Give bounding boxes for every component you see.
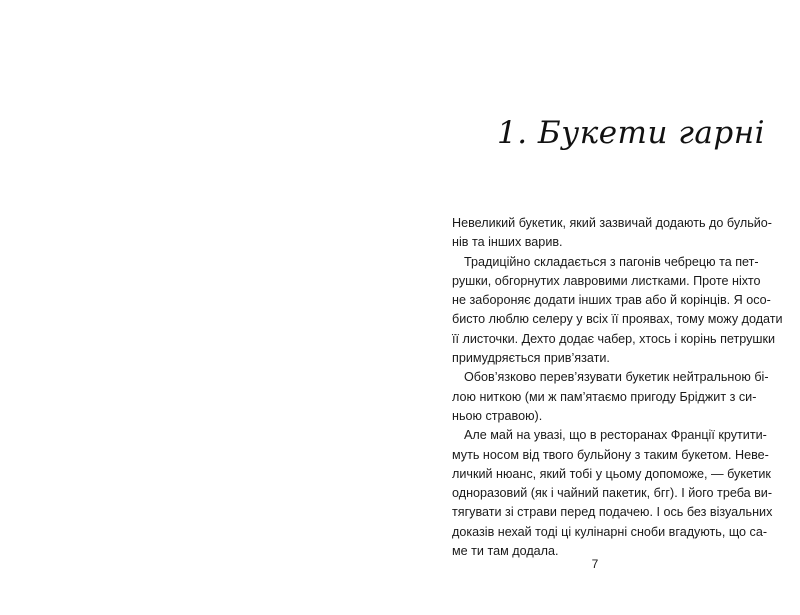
paragraph-3-line-3: ньою стравою). [452, 408, 543, 423]
paragraph-2-line-2: рушки, обгорнутих лавровими листками. Проте ніхто [452, 273, 761, 288]
paragraph-1-line-2: нів та інших варив. [452, 235, 563, 250]
paragraph-1-line-1: Невеликий букетик, який зазвичай додають до бульйо- [452, 216, 772, 230]
paragraph-2-line-5: її листочки. Дехто додає чабер, хтось і корінь петрушки [452, 331, 776, 346]
paragraph-4-line-1: Але май на увазі, що в ресторанах Франції крутити- [464, 428, 767, 443]
chapter-body [452, 214, 783, 561]
paragraph-4-line-3: личкий нюанс, який тобі у цьому допоможе, — букетик [452, 466, 771, 481]
page-number: 7 [591, 557, 599, 571]
paragraph-3-line-2: лою ниткою (ми ж пам’ятаємо пригоду Бріджит з си- [452, 389, 757, 404]
paragraph-4-line-4: одноразовий (як і чайний пакетик, бгг). І його треба ви- [452, 486, 773, 501]
paragraph-2-line-3: не забороняє додати інших трав або й корінців. Я осо- [452, 293, 771, 308]
paragraph-4-line-7: ме ти там додала. [452, 544, 559, 559]
chapter-title: 1. Букети гарні [497, 115, 766, 151]
paragraph-4-line-5: тягувати зі страви перед подачею. І ось без візуальних [452, 505, 773, 520]
paragraph-2-line-1: Традиційно складається з пагонів чебрецю та пет- [464, 254, 759, 269]
paragraph-3-line-1: Обов’язково перев’язувати букетик нейтральною бі- [464, 370, 769, 385]
paragraph-4-line-6: доказів нехай тоді ці кулінарні сноби вгадують, що са- [452, 524, 768, 539]
paragraph-4-line-2: муть носом від твого бульйону з таким букетом. Неве- [452, 447, 769, 462]
paragraph-2-line-6: примудряється прив’язати. [452, 351, 610, 366]
paragraph-2-line-4: бисто люблю селеру у всіх її проявах, тому можу додати [452, 312, 783, 327]
